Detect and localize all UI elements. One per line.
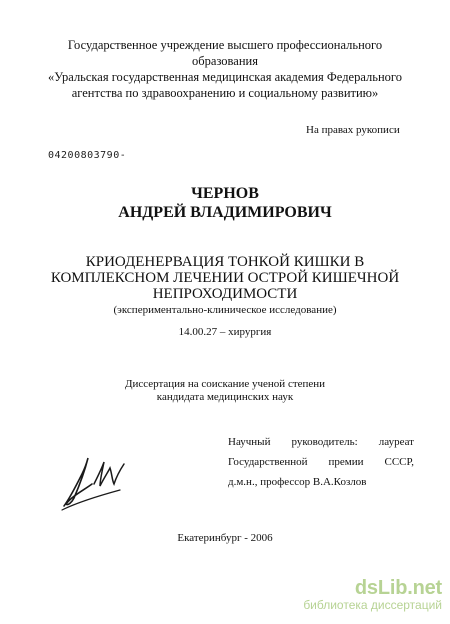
degree-statement <box>0 378 450 404</box>
archive-stamp: 04200803790- <box>48 150 127 161</box>
title-subtitle: (экспериментально-клиническое исследование) <box>113 304 337 316</box>
author-block <box>0 184 450 222</box>
advisor-word-3: лауреат <box>378 436 414 448</box>
advisor-word-4: Государственной <box>228 456 308 468</box>
city-year: Екатеринбург - 2006 <box>177 532 273 544</box>
watermark <box>303 578 442 612</box>
advisor-line-1 <box>228 432 414 452</box>
watermark-logo: dsLib.net <box>354 577 442 599</box>
author-surname: ЧЕРНОВ <box>191 185 259 202</box>
advisor-word-6: СССР, <box>384 456 414 468</box>
degree-line-1: Диссертация на соискание ученой степени <box>124 378 326 390</box>
title-line-1: КРИОДЕНЕРВАЦИЯ ТОНКОЙ КИШКИ В <box>85 254 365 270</box>
dissertation-title <box>0 254 450 317</box>
institution-line-3: «Уральская государственная медицинская академия Федерального <box>48 70 402 84</box>
advisor-word-5: премии <box>328 456 364 468</box>
degree-line-2: кандидата медицинских наук <box>156 391 294 403</box>
title-line-3: НЕПРОХОДИМОСТИ <box>152 286 298 302</box>
advisor-line-3: д.м.н., профессор В.А.Козлов <box>228 476 367 488</box>
institution-header <box>0 37 450 101</box>
title-line-2: КОМПЛЕКСНОМ ЛЕЧЕНИИ ОСТРОЙ КИШЕЧНОЙ <box>50 270 400 286</box>
institution-line-1: Государственное учреждение высшего профессионального <box>67 38 383 52</box>
institution-line-2: образования <box>192 54 258 68</box>
watermark-subtitle: библиотека диссертаций <box>303 598 442 612</box>
advisor-word-1: Научный <box>228 436 271 448</box>
author-name: АНДРЕЙ ВЛАДИМИРОВИЧ <box>118 204 332 221</box>
specialty-code: 14.00.27 – хирургия <box>178 326 272 338</box>
advisor-line-2 <box>228 452 414 472</box>
institution-line-4: агентства по здравоохранению и социальному развитию» <box>71 86 379 100</box>
advisor-block <box>228 432 414 492</box>
rights-note: На правах рукописи <box>306 124 400 136</box>
handwritten-signature <box>58 440 132 514</box>
advisor-word-2: руководитель: <box>291 436 358 448</box>
